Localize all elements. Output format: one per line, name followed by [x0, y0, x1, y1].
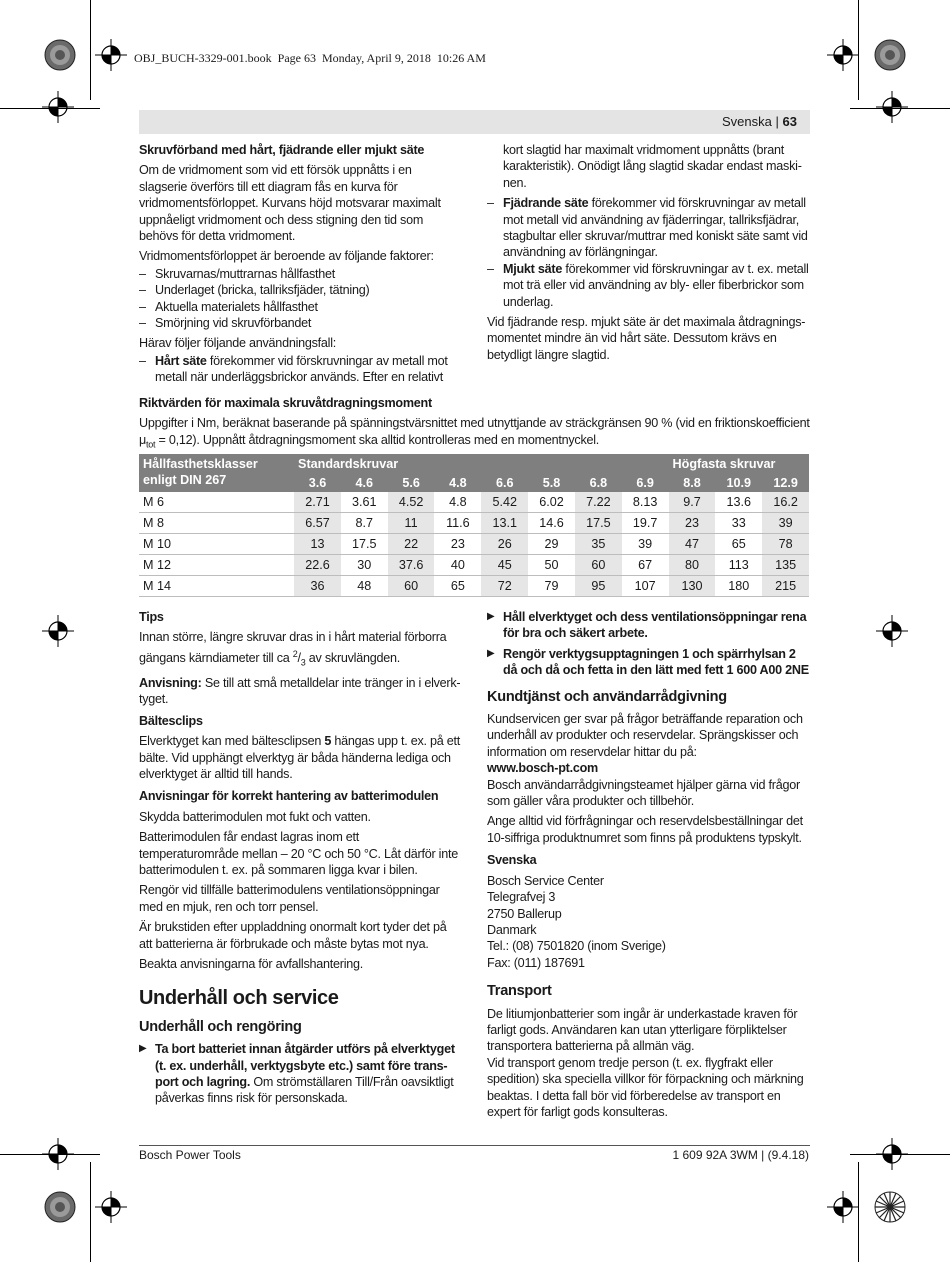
registration-mark-icon: [876, 615, 908, 647]
class-heading: 6.8: [575, 473, 622, 492]
table-row: [139, 513, 809, 534]
torque-value-cell: 7.22: [575, 492, 622, 513]
torque-value-cell: 23: [434, 534, 481, 555]
list-item: ▶ Ta bort batteriet innan åtgärder utförs på elverktyget (t. ex. underhåll, verktygsbyte etc.) samt före transport och lagring. Om strömställaren Till/Från oavsiktligt påverkas finns risk för personskada.: [139, 1042, 455, 1106]
section-heading: Bältesclips: [139, 713, 203, 728]
torque-value-cell: 135: [762, 555, 809, 576]
crop-line: [90, 1162, 91, 1262]
list-item: – Mjukt säte förekommer vid förskruvningar av t. ex. metall mot trä eller vid användning av bly- eller fiberbrickor som underlag.: [487, 261, 809, 309]
registration-mark-icon: [42, 91, 74, 123]
size-cell: M 14: [139, 576, 294, 597]
paragraph: Rengör vid tillfälle batterimodulens ventilationsöppningar med en mjuk, ren och torr pensel.: [139, 883, 440, 914]
registration-mark-icon: [95, 39, 127, 71]
class-heading: 10.9: [715, 473, 762, 492]
section-heading: Anvisningar för korrekt hantering av batterimodulen: [139, 789, 439, 804]
class-heading: 5.6: [388, 473, 435, 492]
table-group-heading: Standardskruvar: [294, 454, 669, 473]
paragraph: Vridmomentsförloppet är beroende av följande faktorer:: [139, 249, 434, 264]
footer-right: 1 609 92A 3WM | (9.4.18): [672, 1148, 809, 1162]
torque-value-cell: 65: [434, 576, 481, 597]
torque-value-cell: 11: [388, 513, 435, 534]
size-cell: M 8: [139, 513, 294, 534]
size-cell: M 6: [139, 492, 294, 513]
table-row: [139, 576, 809, 597]
torque-value-cell: 13.1: [481, 513, 528, 534]
footer-left: Bosch Power Tools: [139, 1148, 241, 1162]
list-item: ▶ Håll elverktyget och dess ventilationsöppningar rena för bra och säkert arbete.: [487, 610, 807, 641]
torque-value-cell: 36: [294, 576, 341, 597]
torque-value-cell: 23: [669, 513, 716, 534]
right-column-top: [487, 142, 809, 367]
torque-value-cell: 6.02: [528, 492, 575, 513]
torque-value-cell: 2.71: [294, 492, 341, 513]
torque-value-cell: 19.7: [622, 513, 669, 534]
registration-mark-icon: [876, 91, 908, 123]
torque-value-cell: 16.2: [762, 492, 809, 513]
class-heading: 6.9: [622, 473, 669, 492]
class-heading: 5.8: [528, 473, 575, 492]
torque-value-cell: 26: [481, 534, 528, 555]
registration-mark-icon: [42, 615, 74, 647]
website-link[interactable]: www.bosch-pt.com: [487, 761, 598, 776]
paragraph: Om de vridmoment som vid ett försök uppnåtts i en slagserie överförs till ett diagram fås en kurva för vridmomentsförloppet. Kurvans höjd motsvarar maximalt uppnåeligt vridmoment och dess stigning den tid som behövs för detta vridmoment.: [139, 163, 441, 244]
chapter-heading: Underhåll och service: [139, 987, 339, 1010]
color-wheel-icon: [874, 39, 906, 71]
torque-value-cell: 130: [669, 576, 716, 597]
torque-value-cell: 60: [388, 576, 435, 597]
paragraph: Uppgifter i Nm, beräknat baserande på spänningstvärsnittet med utnyttjande av sträckgränsen 90 % (vid en friktionskoefficient $\mu_{tot} = 0,12$). Uppnått åtdragningsmoment ska alltid kontrolleras med en momentnyckel.: [139, 416, 810, 450]
torque-value-cell: 39: [622, 534, 669, 555]
torque-value-cell: 6.57: [294, 513, 341, 534]
torque-section: [139, 395, 810, 458]
torque-value-cell: 17.5: [575, 513, 622, 534]
torque-value-cell: 40: [434, 555, 481, 576]
torque-table: [139, 454, 809, 597]
torque-value-cell: 47: [669, 534, 716, 555]
torque-value-cell: 72: [481, 576, 528, 597]
list-item: – Hårt säte förekommer vid förskruvningar av metall mot metall när underläggsbrickor används. Efter en relativt: [139, 353, 448, 385]
torque-value-cell: 215: [762, 576, 809, 597]
torque-value-cell: 35: [575, 534, 622, 555]
section-heading: Tips: [139, 610, 164, 624]
paragraph: Ange alltid vid förfrågningar och reservdelsbeställningar det 10-siffriga produktnumret som finns på produktens typskylt.: [487, 814, 803, 845]
section-heading: Skruvförband med hårt, fjädrande eller mjukt säte: [139, 143, 425, 157]
class-heading: 3.6: [294, 473, 341, 492]
section-heading: Riktvärden för maximala skruvåtdragningsmoment: [139, 396, 432, 410]
page-header-bar: [139, 110, 810, 134]
list-item: – Skruvarnas/muttrarnas hållfasthet: [139, 266, 336, 281]
color-wheel-icon: [874, 1191, 906, 1223]
footer-rule: [139, 1145, 810, 1146]
torque-value-cell: 33: [715, 513, 762, 534]
list-item: – Aktuella materialets hållfasthet: [139, 299, 318, 314]
paragraph: Bosch användarrådgivningsteamet hjälper gärna vid frågor som gäller våra produkter och tillbehör.: [487, 777, 800, 809]
table-row: [139, 534, 809, 555]
torque-value-cell: 80: [669, 555, 716, 576]
torque-value-cell: 48: [341, 576, 388, 597]
list-item: – Smörjning vid skruvförbandet: [139, 316, 312, 331]
paragraph: Skydda batterimodulen mot fukt och vatten.: [139, 809, 371, 824]
paragraph: Beakta anvisningarna för avfallshantering.: [139, 957, 364, 972]
triangle-bullet-icon: ▶: [487, 611, 495, 622]
print-slug: OBJ_BUCH-3329-001.book Page 63 Monday, April 9, 2018 10:26 AM: [134, 51, 486, 65]
left-column-top: [139, 142, 461, 386]
paragraph: Kundservicen ger svar på frågor beträffande reparation och underhåll av produkter och reservdelar. Sprängskisser och information om reservdelar hittar du på:: [487, 712, 803, 759]
torque-value-cell: 22.6: [294, 555, 341, 576]
list-item: – Underlaget (bricka, tallriksfjäder, tätning): [139, 283, 370, 298]
torque-value-cell: 3.61: [341, 492, 388, 513]
torque-value-cell: 50: [528, 555, 575, 576]
torque-value-cell: 9.7: [669, 492, 716, 513]
list-item: – Fjädrande säte förekommer vid förskruvningar av metall mot metall vid användning av fjäderringar, tallriksfjädrar, stagbultar eller skruvar/muttrar med koniskt säte samt vid användning av förlängningar.: [487, 196, 808, 260]
torque-value-cell: 22: [388, 534, 435, 555]
section-heading: Kundtjänst och användarrådgivning: [487, 688, 727, 705]
torque-value-cell: 107: [622, 576, 669, 597]
table-row: [139, 555, 809, 576]
paragraph: Elverktyget kan med bältesclipsen 5 hängas upp t. ex. på ett bälte. Vid upphängt elverktyg är båda händerna lediga och elverktyget är alltid till hands.: [139, 734, 461, 781]
torque-value-cell: 39: [762, 513, 809, 534]
paragraph: Vid transport genom tredje person (t. ex. flygfrakt eller spedition) ska speciella villkor för förpackning och märkning beaktas. I detta fall bör vid förberedelse av transport en expert för farligt gods konsulteras.: [487, 1055, 804, 1119]
torque-value-cell: 8.13: [622, 492, 669, 513]
triangle-bullet-icon: ▶: [139, 1043, 147, 1055]
torque-value-cell: 13: [294, 534, 341, 555]
registration-mark-icon: [95, 1191, 127, 1223]
torque-value-cell: 79: [528, 576, 575, 597]
torque-value-cell: 8.7: [341, 513, 388, 534]
size-cell: M 12: [139, 555, 294, 576]
paragraph: Batterimodulen får endast lagras inom ett temperaturområde mellan – 20 °C och 50 °C. Låt därför inte batterimodulen t. ex. på sommaren ligga kvar i bilen.: [139, 830, 458, 877]
torque-value-cell: 11.6: [434, 513, 481, 534]
torque-value-cell: 113: [715, 555, 762, 576]
color-wheel-icon: [44, 39, 76, 71]
header-separator: |: [775, 114, 779, 129]
class-heading: 12.9: [762, 473, 809, 492]
table-row: [139, 492, 809, 513]
paragraph: Vid fjädrande resp. mjukt säte är det maximala åtdragningsmomentet mindre än vid hårt säte. Dessutom krävs en betydligt längre slagtid.: [487, 315, 806, 362]
paragraph: Anvisning: Se till att små metalldelar inte tränger in i elverktyget.: [139, 675, 461, 707]
registration-mark-icon: [827, 39, 859, 71]
list-item: ▶ Rengör verktygsupptagningen 1 och spärrhylsan 2 då och då och fetta in den lätt med fett 1 600 A00 2NE: [487, 646, 809, 678]
section-heading: Underhåll och rengöring: [139, 1018, 302, 1035]
size-cell: M 10: [139, 534, 294, 555]
paragraph: De litiumjonbatterier som ingår är underkastade kraven för farligt gods. Användaren kan utan ytterligare förpliktelser transportera batterierna på allmän väg.: [487, 1006, 798, 1054]
paragraph: Innan större, längre skruvar dras in i hårt material förborra gängans kärndiameter till ca $^2/_3$ av skruvlängden.: [139, 630, 447, 668]
right-column-bottom: [487, 609, 809, 1124]
torque-value-cell: 60: [575, 555, 622, 576]
class-heading: 8.8: [669, 473, 716, 492]
section-heading: Transport: [487, 983, 552, 1000]
torque-value-cell: 95: [575, 576, 622, 597]
header-language: Svenska: [722, 114, 772, 129]
page-number: 63: [782, 114, 797, 129]
paragraph: Är brukstiden efter uppladdning onormalt kort tyder det på att batterierna är förbrukade och måste bytas mot nya.: [139, 920, 447, 951]
section-heading: Svenska: [487, 853, 537, 868]
torque-value-cell: 67: [622, 555, 669, 576]
class-heading: 4.8: [434, 473, 481, 492]
torque-value-cell: 13.6: [715, 492, 762, 513]
torque-value-cell: 78: [762, 534, 809, 555]
torque-value-cell: 4.8: [434, 492, 481, 513]
torque-value-cell: 5.42: [481, 492, 528, 513]
torque-value-cell: 14.6: [528, 513, 575, 534]
triangle-bullet-icon: ▶: [487, 647, 495, 659]
table-header-row: [139, 454, 809, 473]
left-column-bottom: [139, 609, 461, 1111]
torque-value-cell: 17.5: [341, 534, 388, 555]
address-block: Bosch Service Center Telegrafvej 3 2750 Ballerup Danmark Tel.: (08) 7501820 (inom Sverige) Fax: (011) 187691: [487, 873, 666, 970]
registration-mark-icon: [827, 1191, 859, 1223]
registration-mark-icon: [876, 1138, 908, 1170]
torque-value-cell: 180: [715, 576, 762, 597]
class-heading: 4.6: [341, 473, 388, 492]
torque-value-cell: 30: [341, 555, 388, 576]
color-wheel-icon: [44, 1191, 76, 1223]
torque-value-cell: 65: [715, 534, 762, 555]
table-group-heading: Högfasta skruvar: [669, 454, 809, 473]
crop-line: [90, 0, 91, 100]
page-header: [722, 114, 797, 129]
registration-mark-icon: [42, 1138, 74, 1170]
class-heading: 6.6: [481, 473, 528, 492]
paragraph: Härav följer följande användningsfall:: [139, 336, 337, 351]
torque-value-cell: 4.52: [388, 492, 435, 513]
torque-value-cell: 37.6: [388, 555, 435, 576]
torque-value-cell: 45: [481, 555, 528, 576]
list-item-continuation: kort slagtid har maximalt vridmoment uppnåtts (brant karakteristik). Onödigt lång slagtid skadar endast maskinen.: [503, 143, 802, 190]
table-column-heading: Hållfasthetsklasser enligt DIN 267: [139, 454, 294, 492]
torque-value-cell: 29: [528, 534, 575, 555]
